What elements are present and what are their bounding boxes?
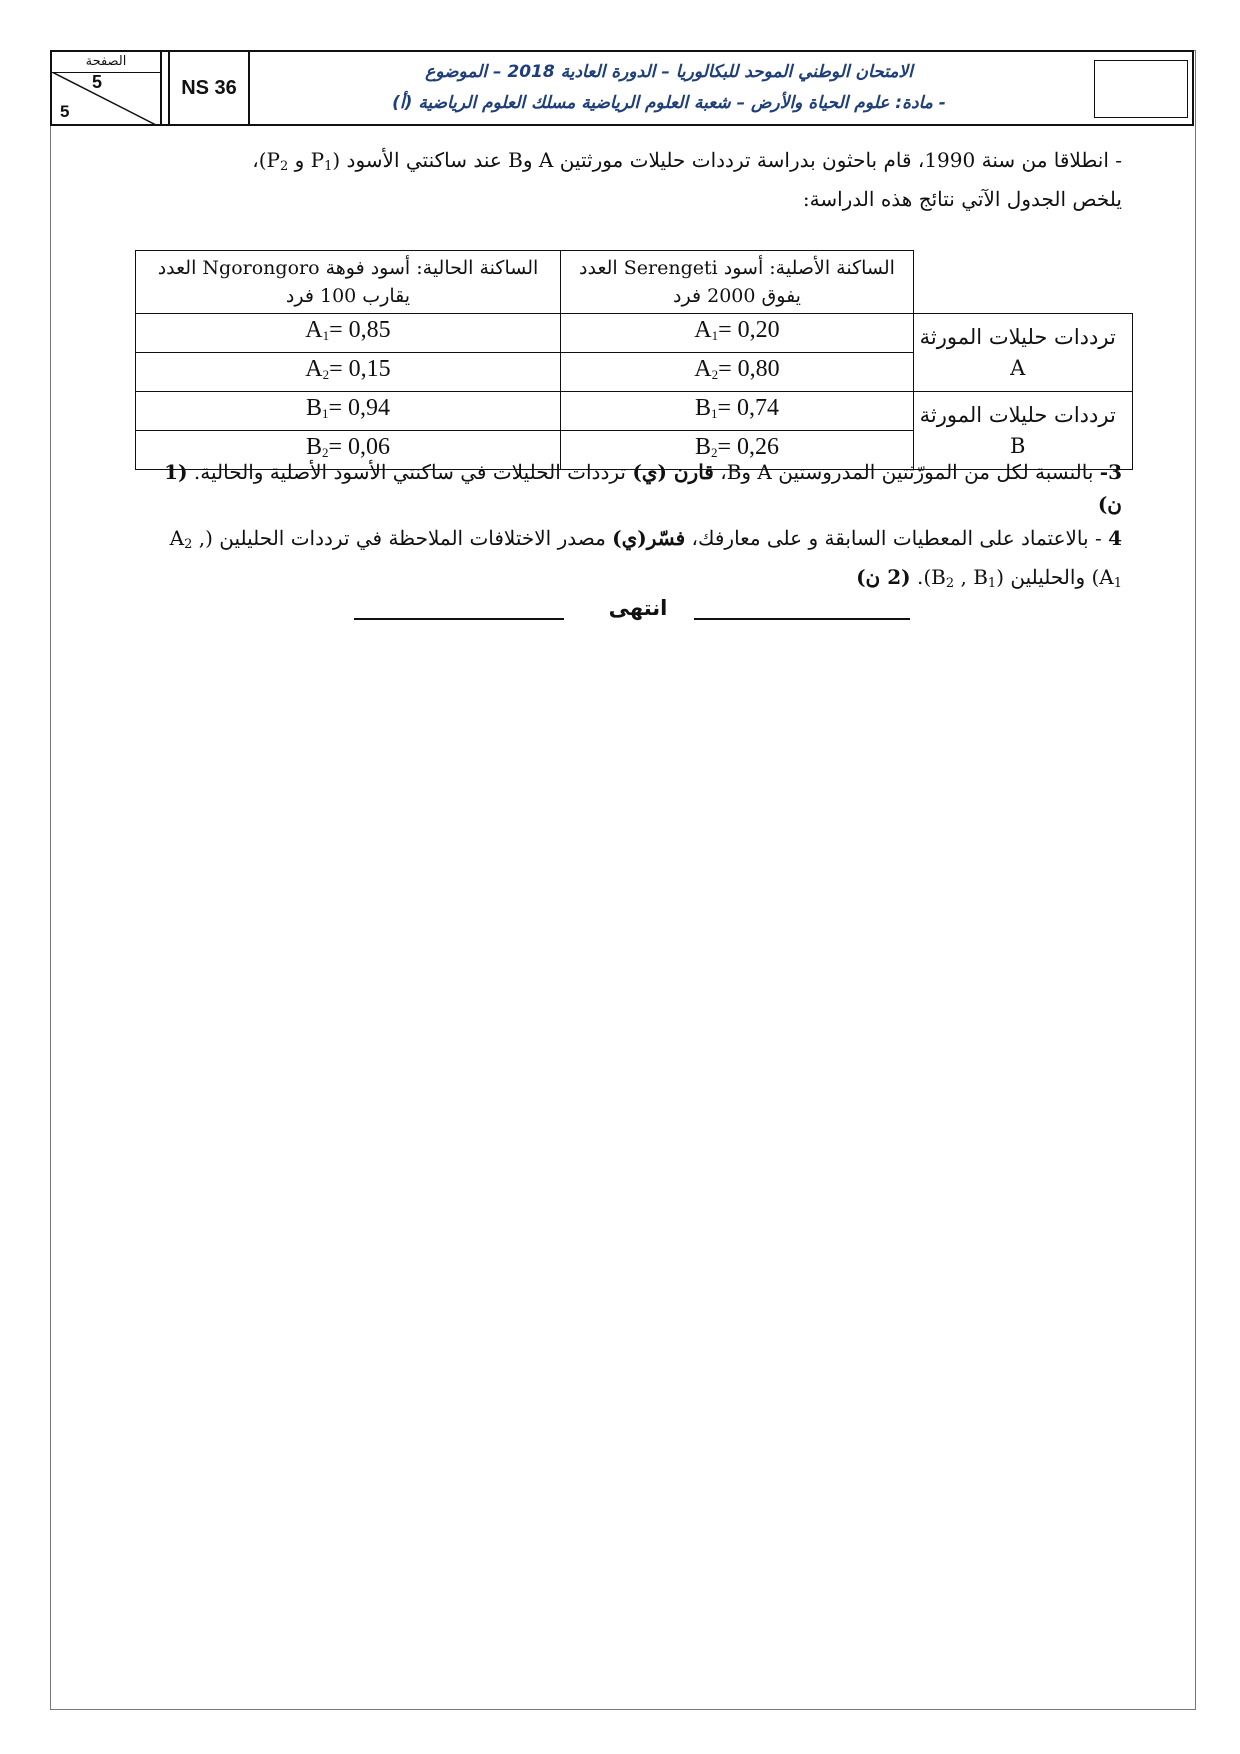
exam-title (250, 52, 1088, 124)
cell-original-b1: $B_1= 0,74$ (561, 392, 914, 431)
blank-box (1088, 52, 1192, 124)
intro-line-2: يلخص الجدول الآتي نتائج هذه الدراسة: (802, 187, 1122, 211)
header-divider (162, 52, 170, 124)
page-total: 5 (60, 102, 70, 121)
intro-paragraph (112, 144, 1122, 215)
exam-header (50, 50, 1194, 126)
col-header-original: الساكنة الأصلية: أسود Serengeti العدد يفوق 2000 فرد (561, 251, 914, 314)
intro-line-1: - انطلاقا من سنة 1990، قام باحثون بدراسة ترددات حليلات مورثتين A وB عند ساكنتي الأسود ($P_1$ و $P_2)،$ (252, 148, 1122, 174)
page-number-box (52, 52, 162, 124)
end-word: انتهى (608, 596, 668, 620)
exam-title-line2: - مادة: علوم الحياة والأرض – شعبة العلوم الرياضية مسلك العلوم الرياضية (أ) (392, 93, 946, 113)
gene-a-label: ترددات حليلات المورثة A (914, 314, 1133, 392)
page-label: الصفحة (85, 54, 127, 69)
cell-original-a1: $A_1= 0,20$ (561, 314, 914, 353)
cell-current-b1: $B_1= 0,94$ (136, 392, 561, 431)
question-4: 4 - بالاعتماد على المعطيات السابقة و على معارفك، فسّر(ي) مصدر الاختلافات الملاحظة في ترددات الحليلين ($A_2$ , $A_1$) والحليلين ($B_2$ , $B_1$). (2 ن) (169, 526, 1122, 591)
end-rule-right (694, 618, 910, 620)
question-3: 3- بالنسبة لكل من المورّثتين المدروستين A وB، قارن (ي) ترددات الحليلات في ساكنتي الأسود الأصلية والحالية. (1 ن) (164, 460, 1122, 516)
exam-title-line1: الامتحان الوطني الموحد للبكالوريا – الدورة العادية 2018 – الموضوع (425, 62, 913, 82)
cell-current-a2: $A_2= 0,15$ (136, 353, 561, 392)
corner-cell (914, 251, 1133, 314)
cell-current-a1: $A_1= 0,85$ (136, 314, 561, 353)
exam-code: NS 36 (170, 52, 250, 124)
cell-original-b2: $B_2= 0,26$ (561, 431, 914, 470)
gene-b-label: ترددات حليلات المورثة B (914, 392, 1133, 470)
cell-original-a2: $A_2= 0,80$ (561, 353, 914, 392)
col-header-current: الساكنة الحالية: أسود فوهة Ngorongoro العدد يقارب 100 فرد (136, 251, 561, 314)
blank-box-inner (1094, 60, 1188, 118)
end-rule-left (354, 618, 564, 620)
allele-frequency-table (135, 250, 1133, 470)
page-number: 5 (92, 72, 103, 92)
cell-current-b2: $B_2= 0,06$ (136, 431, 561, 470)
